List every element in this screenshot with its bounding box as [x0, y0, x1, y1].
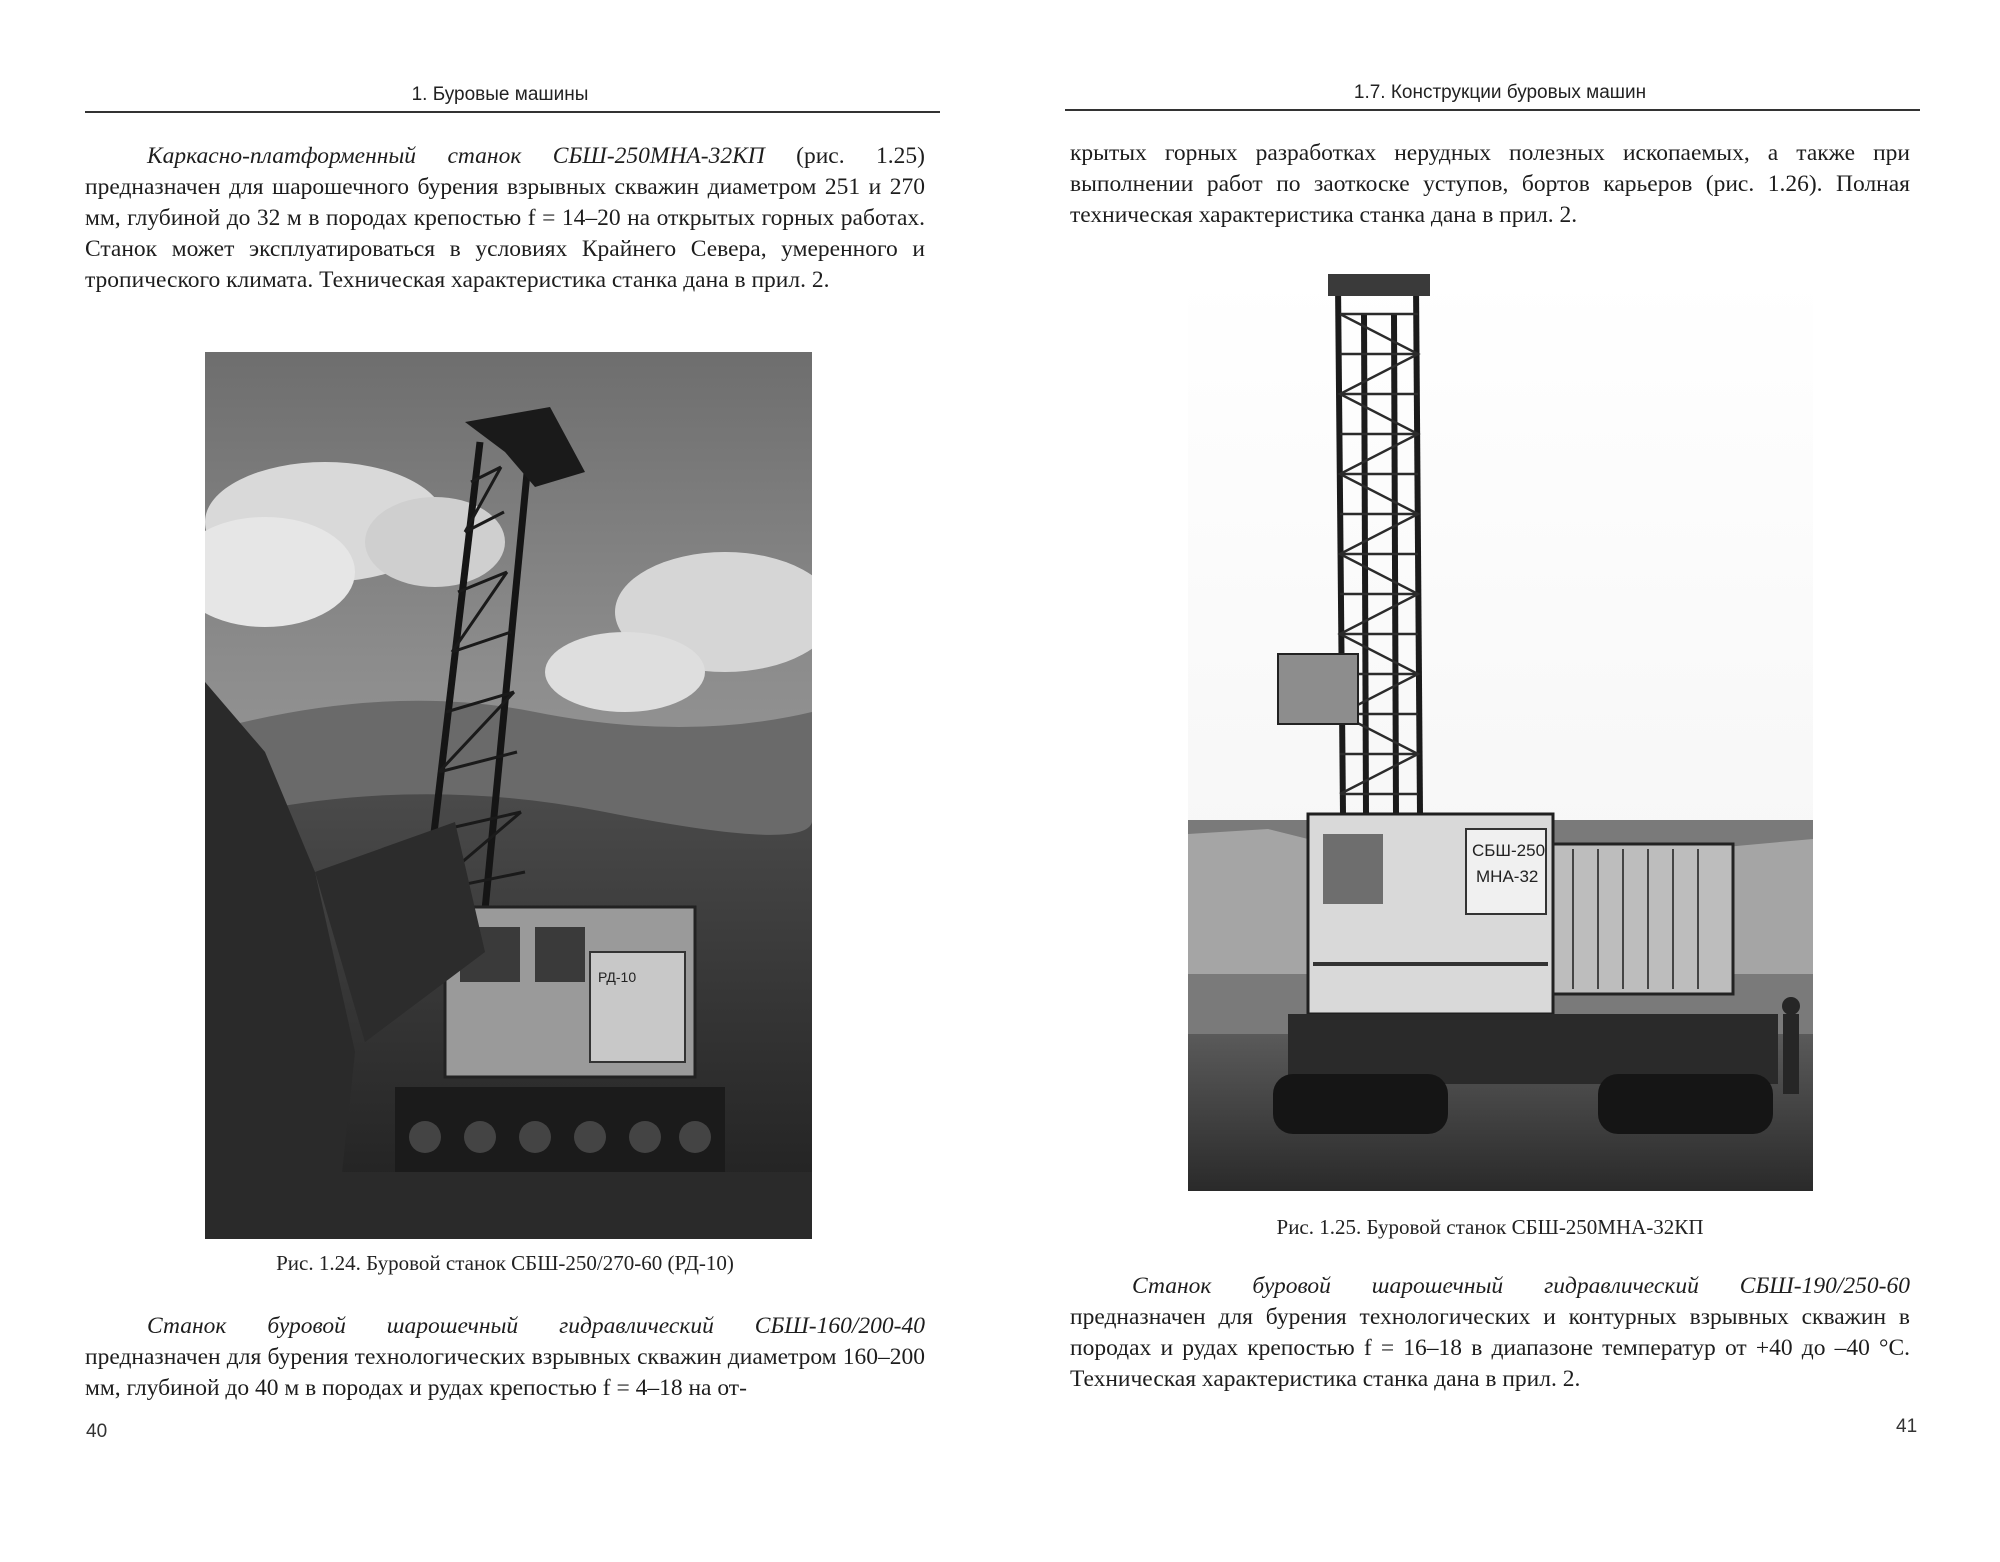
right-para2-italic: Станок буровой шарошечный гидравлический СБШ-190/250-60: [1132, 1273, 1910, 1299]
left-paragraph-2: [85, 1311, 925, 1404]
left-para2-italic: Станок буровой шарошечный гидравлический СБШ-160/200-40: [147, 1313, 925, 1339]
page-number-left: 40: [86, 1421, 108, 1442]
machine-plate-line1: СБШ-250: [1472, 841, 1546, 860]
right-para1-text: крытых горных разработках нерудных полезных ископаемых, а также при выполнении работ по заоткоске уступов, бортов карьеров (рис. 1.26). Полная техническая характеристика станка дана в прил. 2.: [1070, 140, 1910, 228]
figure-caption-1-25: Рис. 1.25. Буровой станок СБШ-250МНА-32КП: [1276, 1215, 1704, 1239]
header-rule-left: [85, 111, 940, 113]
right-paragraph-1: [1070, 138, 1910, 231]
left-paragraph-1: [85, 141, 925, 296]
left-para1-italic: Каркасно-платформенный станок СБШ-250МНА-32КП: [147, 143, 765, 169]
right-paragraph-2: [1070, 1271, 1910, 1395]
page-number-right: 41: [1896, 1416, 1918, 1437]
left-para2-text: предназначен для бурения технологических взрывных скважин диаметром 160–200 мм, глубиной до 40 м в породах и рудах крепостью f = 4–18 на от-: [85, 1344, 925, 1401]
right-para2-text: предназначен для бурения технологических и контурных взрывных скважин в породах и рудах крепостью f = 16–18 в диапазоне температур от +40 до –40 °С. Техническая характеристика станка дана в прил. 2.: [1070, 1304, 1910, 1392]
right-page: [1000, 0, 2000, 1562]
left-para1-text: (рис. 1.25) предназначен для шарошечного бурения взрывных скважин диаметром 251 и 270 мм, глубиной до 32 м в породах крепостью f = 14–20 на открытых горных работах. Станок может эксплуатироваться в условиях Крайнего Севера, умеренного и тропического климата. Техническая характеристика станка дана в прил. 2.: [85, 143, 925, 293]
drill-rig-photo-sbsh250: [1188, 274, 1813, 1191]
machine-plate-line2: МНА-32: [1476, 867, 1539, 886]
figure-caption-1-24: Рис. 1.24. Буровой станок СБШ-250/270-60 (РД-10): [276, 1251, 734, 1275]
running-head-right: 1.7. Конструкции буровых машин: [1353, 82, 1647, 103]
header-rule-right: [1065, 109, 1920, 111]
machine-plate-rd10: РД-10: [598, 969, 637, 985]
drill-rig-photo-rd10: [205, 352, 812, 1239]
running-head-left: 1. Буровые машины: [411, 84, 589, 105]
